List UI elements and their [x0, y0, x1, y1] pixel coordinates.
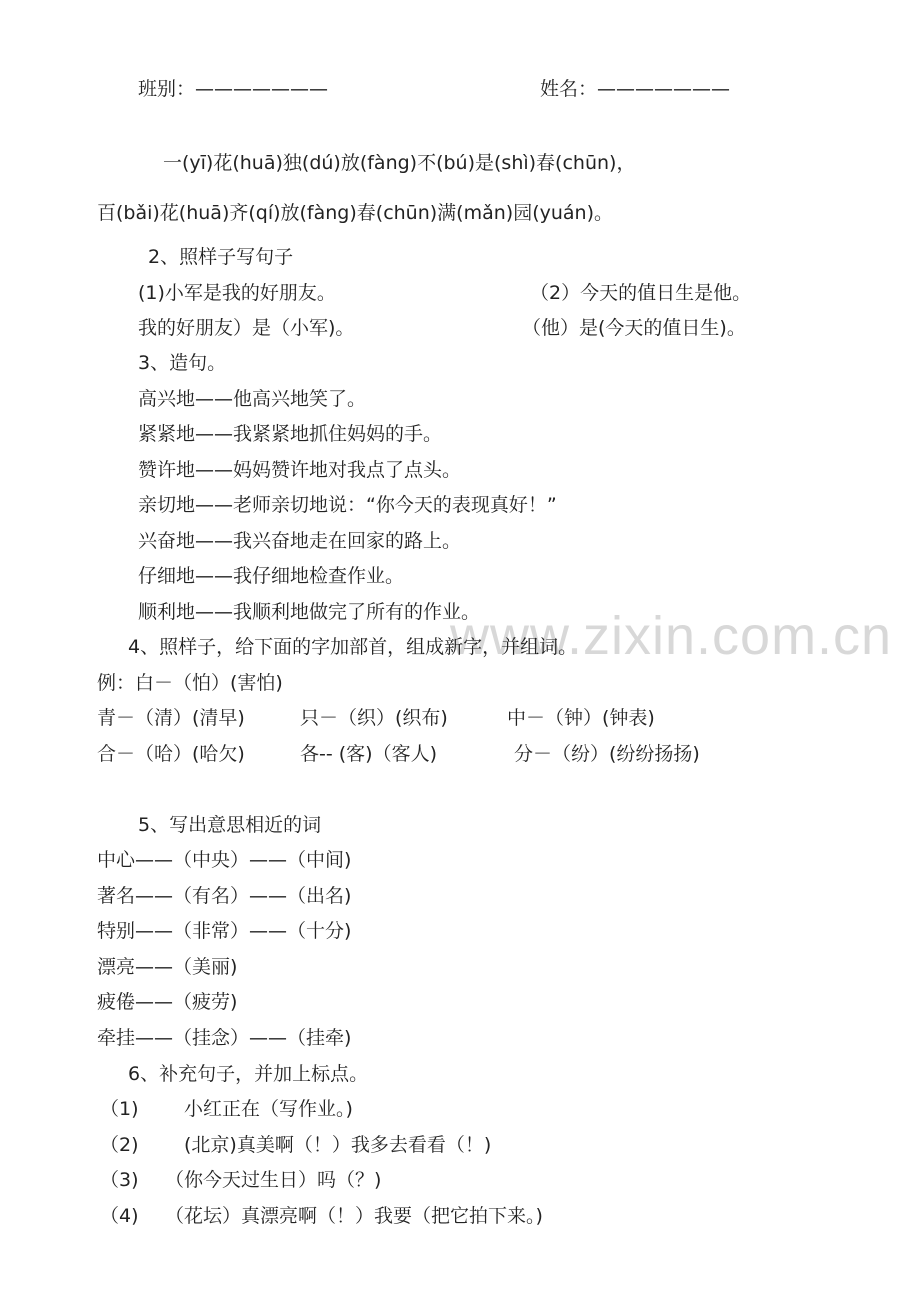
- sentence-item: 赞许地——妈妈赞许地对我点了点头。: [138, 459, 462, 481]
- sentence-item: 顺利地——我顺利地做完了所有的作业。: [138, 601, 481, 623]
- class-field: 班别：———————: [138, 78, 329, 100]
- item-number: （4): [100, 1205, 139, 1227]
- item-number: （1): [100, 1098, 139, 1120]
- name-field: 姓名：———————: [540, 78, 731, 100]
- punctuation-item: （花坛）真漂亮啊（！）我要（把它拍下来。): [165, 1205, 543, 1227]
- sentence-item: 兴奋地——我兴奋地走在回家的路上。: [138, 530, 462, 552]
- item-number: （2): [100, 1134, 139, 1156]
- radical-item: 中－（钟）(钟表): [507, 707, 655, 729]
- poem-line-2: 百(bǎi)花(huā)齐(qí)放(fàng)春(chūn)满(mǎn)园(yuán)。: [97, 202, 613, 224]
- synonym-item: 漂亮——（美丽): [97, 956, 238, 978]
- sentence-item: 仔细地——我仔细地检查作业。: [138, 565, 405, 587]
- example-1-answer: 我的好朋友）是（小军)。: [138, 317, 355, 339]
- watermark: www.zixin.com.cn: [450, 606, 893, 666]
- section-5-title: 5、写出意思相近的词: [138, 814, 322, 836]
- radical-item: 青－（清）(清早): [97, 707, 245, 729]
- punctuation-item: (北京)真美啊（！）我多去看看（！): [184, 1134, 492, 1156]
- radical-item: 各-- (客)（客人): [300, 743, 437, 765]
- radical-item: 分－（纷）(纷纷扬扬): [514, 743, 700, 765]
- radical-item: 只－（织）(织布): [300, 707, 448, 729]
- example-2-answer: （他）是(今天的值日生)。: [522, 317, 746, 339]
- synonym-item: 疲倦——（疲劳): [97, 991, 238, 1013]
- sentence-item: 高兴地——他高兴地笑了。: [138, 388, 367, 410]
- section-4-title: 4、照样子，给下面的字加部首，组成新字，并组词。: [128, 636, 578, 658]
- radical-item: 合－（哈）(哈欠): [97, 743, 245, 765]
- synonym-item: 中心——（中央）——（中间): [97, 849, 352, 871]
- punctuation-item: （你今天过生日）吗（？): [165, 1169, 382, 1191]
- section-3-title: 3、造句。: [138, 352, 227, 374]
- section-4-example: 例：白－（怕）(害怕): [97, 672, 283, 694]
- sentence-item: 紧紧地——我紧紧地抓住妈妈的手。: [138, 423, 443, 445]
- punctuation-item: 小红正在（写作业。): [184, 1098, 353, 1120]
- synonym-item: 牵挂——（挂念）——（挂牵): [97, 1027, 352, 1049]
- sentence-item: 亲切地——老师亲切地说：“你今天的表现真好！”: [138, 494, 557, 516]
- example-2-question: （2）今天的值日生是他。: [530, 282, 752, 304]
- section-6-title: 6、补充句子，并加上标点。: [128, 1063, 369, 1085]
- example-1-question: (1)小军是我的好朋友。: [138, 282, 336, 304]
- synonym-item: 著名——（有名）——（出名): [97, 885, 352, 907]
- synonym-item: 特别——（非常）——（十分): [97, 920, 352, 942]
- poem-line-1: 一(yī)花(huā)独(dú)放(fàng)不(bú)是(shì)春(chūn)，: [163, 152, 636, 174]
- item-number: （3): [100, 1169, 139, 1191]
- section-2-title: 2、照样子写句子: [148, 246, 294, 268]
